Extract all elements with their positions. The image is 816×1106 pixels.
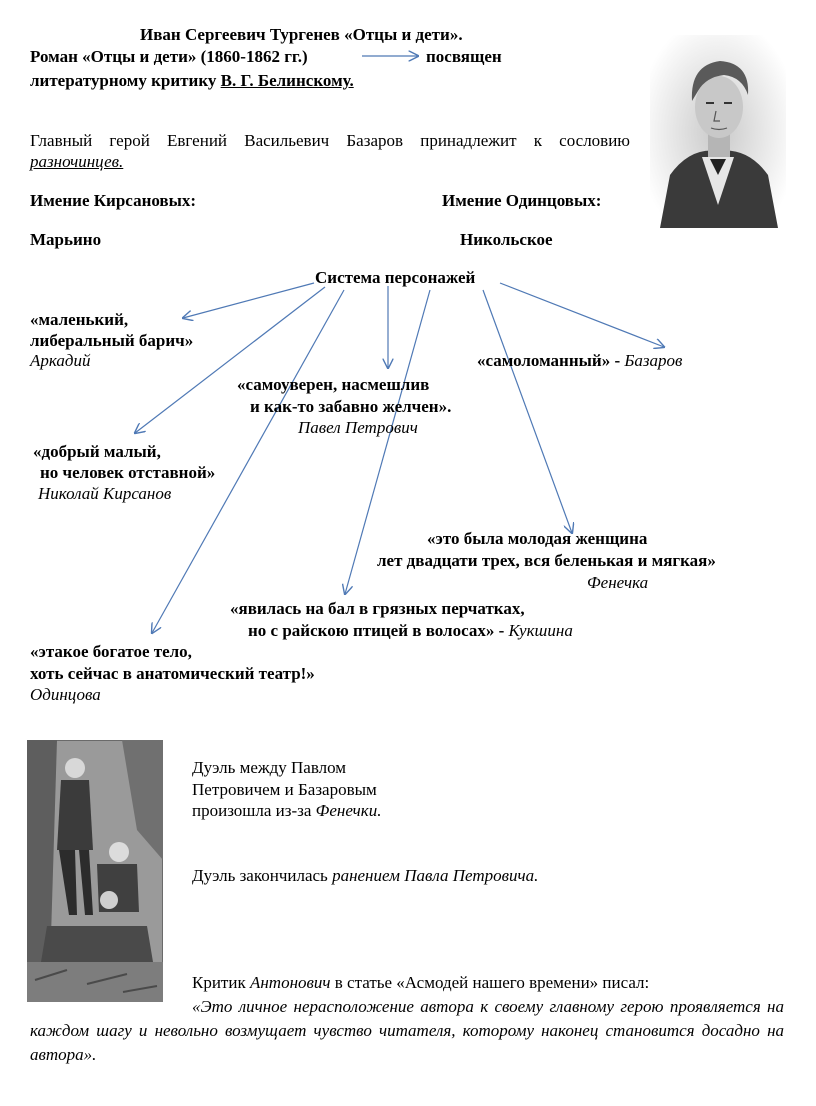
duel-line-1: Дуэль между Павлом [192,758,347,777]
arrow-kukshina [345,290,430,594]
kirsanov-estate-name: Марьино [30,230,102,249]
arrow-fenechka [483,290,572,533]
critic-line: Критик Антонович в статье «Асмодей нашего времени» писал: [192,973,650,992]
nikolai-quote-1: «добрый малый, [33,442,161,461]
bazarov-quote: «самоломанный» - [477,351,625,370]
fenechka-name: Фенечка [587,573,649,592]
arkady-quote-1: «маленький, [30,310,129,329]
fenechka-quote-2: лет двадцати трех, вся беленькая и мягкая» [377,551,716,570]
odintsov-estate-name: Никольское [460,230,553,249]
kukshina-name: Кукшина [508,621,573,640]
nikolai-name: Николай Кирсанов [38,484,172,503]
kirsanov-estate-label: Имение Кирсановых: [30,191,197,210]
odintsova-quote-2: хоть сейчас в анатомический театр!» [30,664,315,683]
pavel-quote-2: и как-то забавно желчен». [250,397,452,416]
belinsky-name: В. Г. Белинскому. [220,71,354,90]
system-title: Система персонажей [315,268,476,287]
arrow-arkady [183,283,314,318]
kukshina-quote-2: но с райскою птицей в волосах» - [248,621,509,640]
duel-result: ранением Павла Петровича. [332,866,539,885]
odintsova-name: Одинцова [30,685,101,704]
pavel-name: Павел Петрович [298,418,418,437]
odintsov-estate-label: Имение Одинцовых: [442,191,602,210]
critic-quote: «Это личное нерасположение автора к своему главному герою проявляется на каждом шагу и невольно возмущает чувство читателя, которому наконец становится досадно на автора». [30,997,784,1064]
bazarov-entry [477,350,682,371]
critic-name: Антонович [249,973,331,992]
duel-line-2: Петровичем и Базаровым [192,780,377,799]
arrow-bazarov [500,283,664,347]
header-critic: литературному критику В. Г. Белинскому. [30,71,354,90]
header-dedicated: посвящен [426,47,502,66]
duel-cause: Фенечки. [315,801,382,820]
hero-class: разночинцев. [30,152,124,171]
fenechka-quote-1: «это была молодая женщина [427,529,648,548]
pavel-quote-1: «самоуверен, насмешлив [237,375,430,394]
kukshina-entry [248,620,573,641]
odintsova-quote-1: «этакое богатое тело, [30,642,192,661]
duel-ending: Дуэль закончилась ранением Павла Петровича. [192,866,539,885]
header-title: Иван Сергеевич Тургенев «Отцы и дети». [140,25,463,44]
bazarov-name: Базаров [624,351,683,370]
header-novel: Роман «Отцы и дети» (1860-1862 гг.) [30,47,308,66]
kukshina-quote-1: «явилась на бал в грязных перчатках, [230,599,525,618]
nikolai-quote-2: но человек отставной» [40,463,216,482]
turgenev-portrait [650,35,786,228]
duel-illustration [27,740,163,1002]
hero-text: Главный герой Евгений Васильевич Базаров принадлежит к сословию [30,131,630,150]
arkady-quote-2: либеральный барич» [30,331,194,350]
arkady-name: Аркадий [30,351,91,370]
duel-line-3: произошла из-за Фенечки. [192,801,382,820]
